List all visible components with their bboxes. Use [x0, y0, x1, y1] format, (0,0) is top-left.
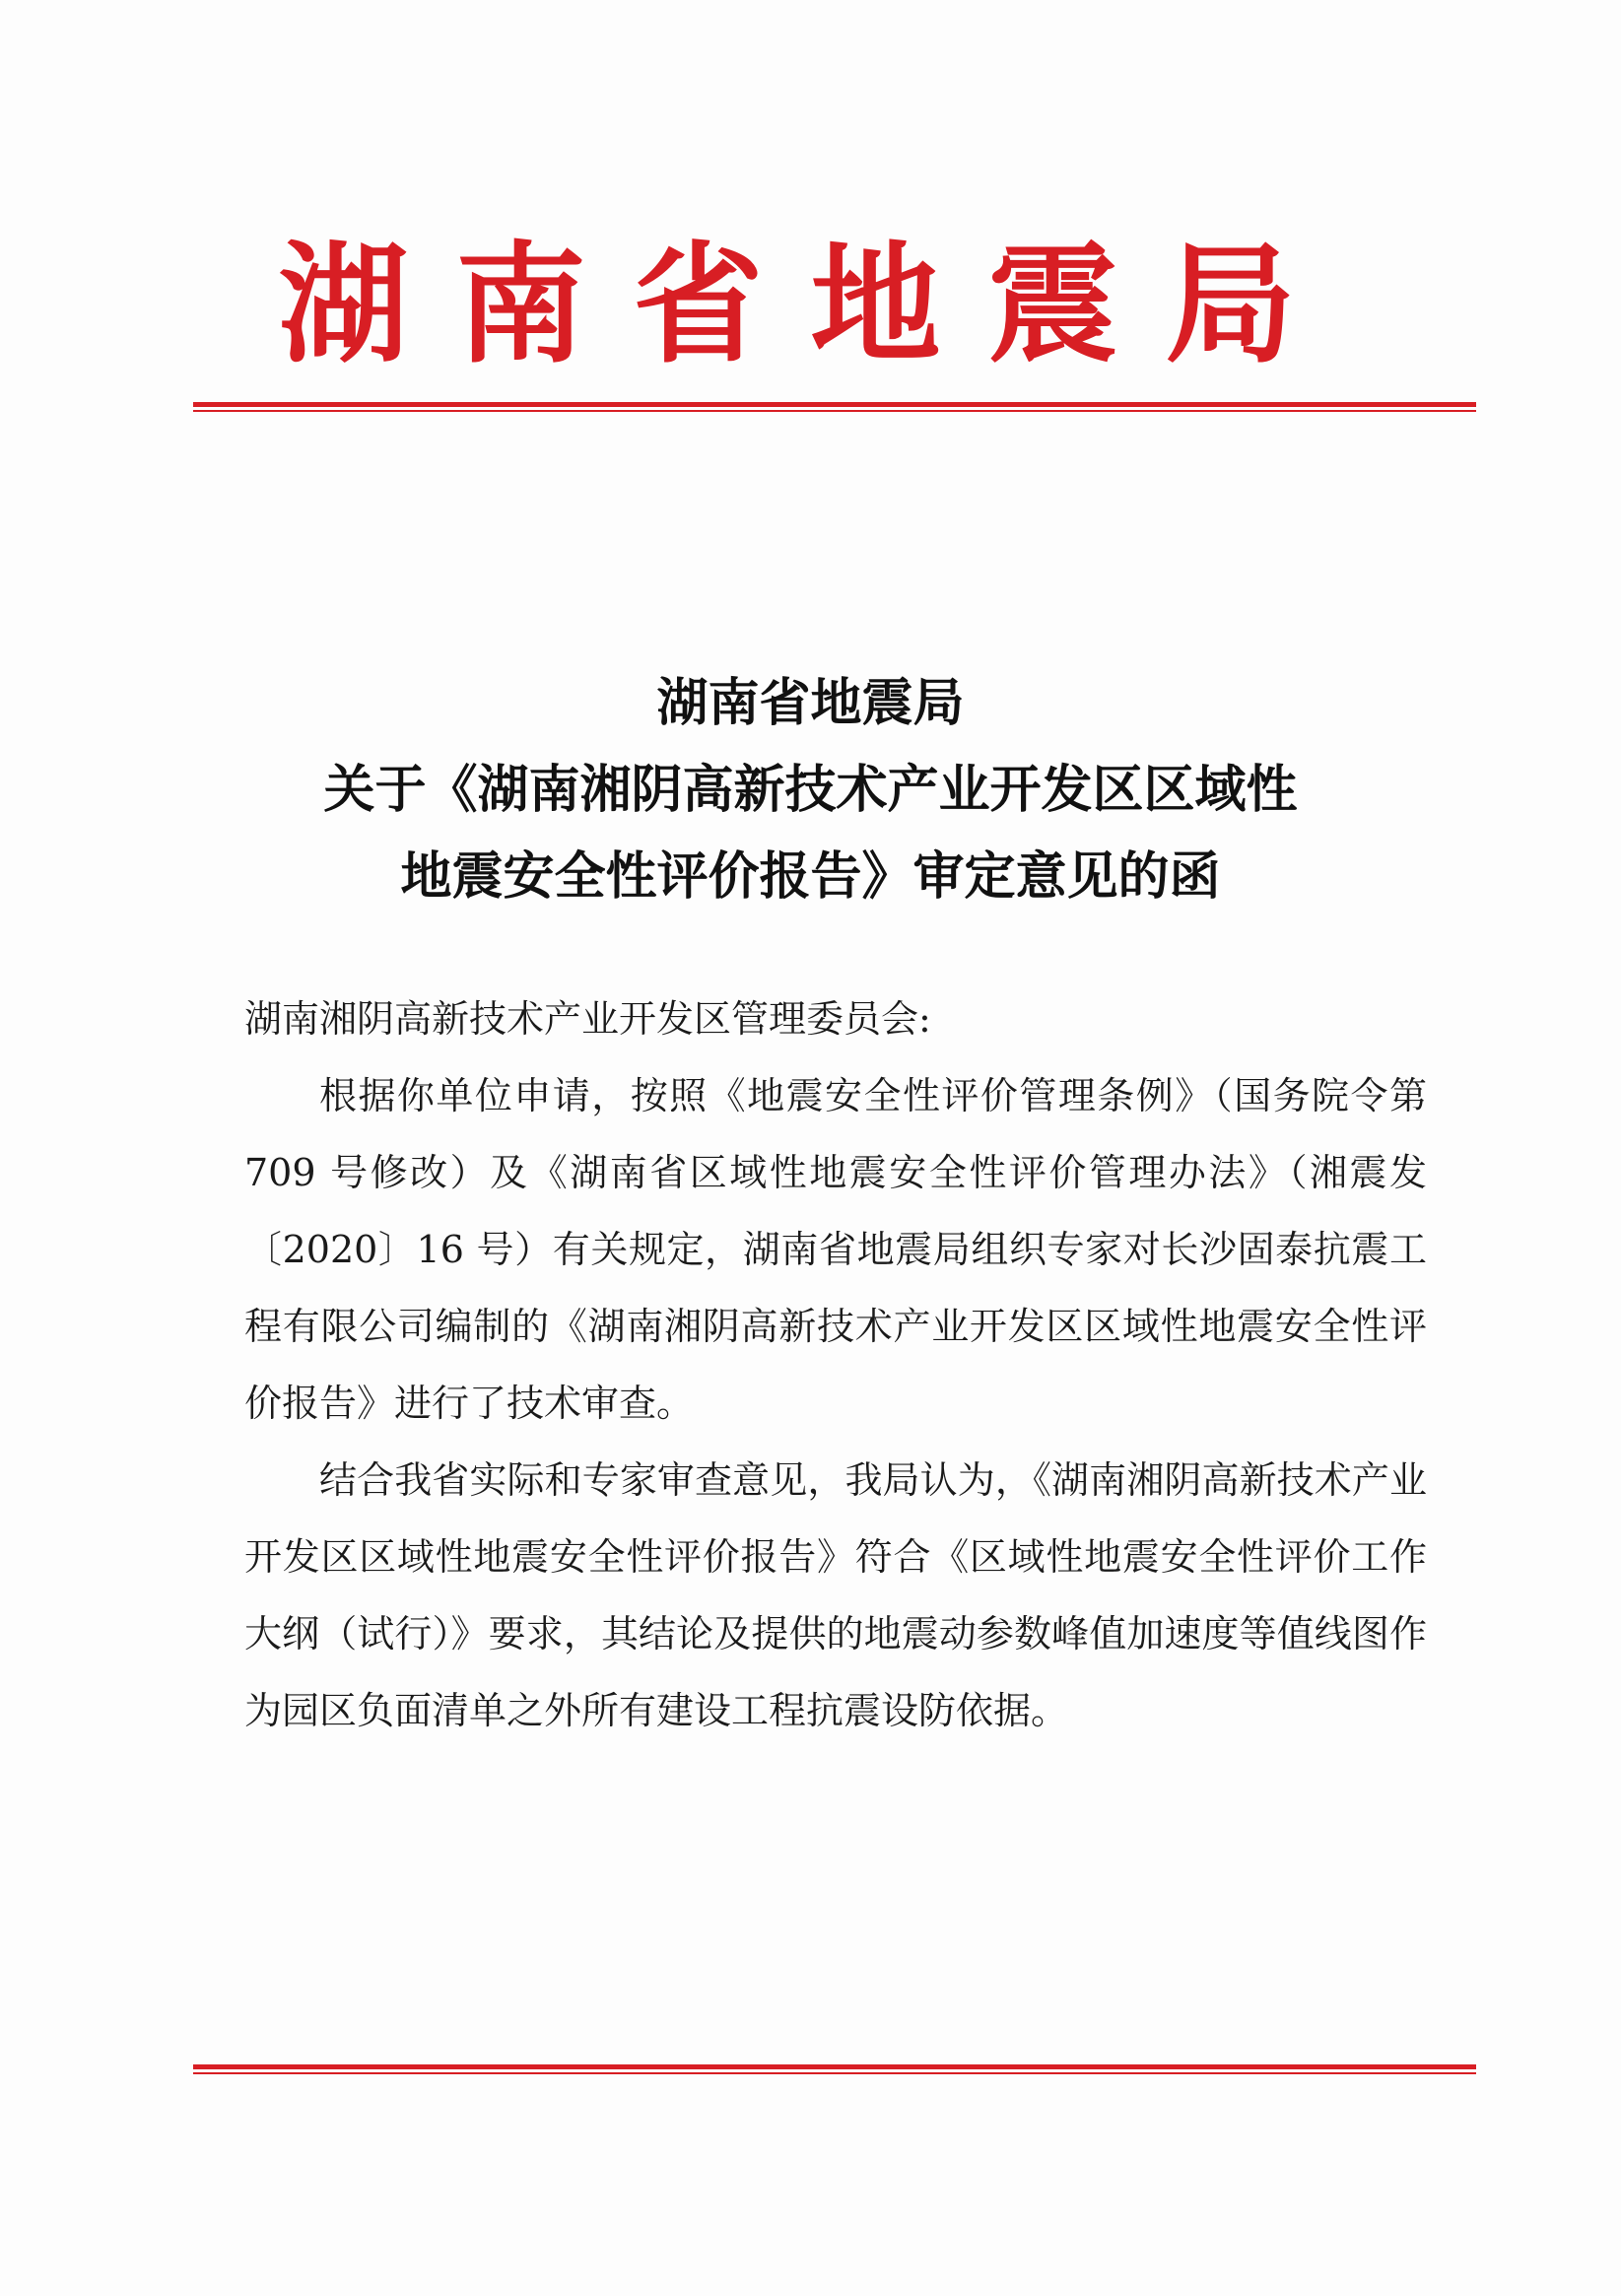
- letterhead-org-name: 湖南省地震局: [278, 230, 1343, 381]
- document-body: [244, 980, 1427, 1749]
- document-title: [177, 660, 1444, 920]
- title-line-1: 湖南省地震局: [656, 673, 965, 733]
- footer-red-rule: [193, 2064, 1476, 2074]
- rule-thin-line: [193, 2072, 1476, 2074]
- rule-thin-line: [193, 410, 1476, 412]
- addressee: 湖南湘阴高新技术产业开发区管理委员会:: [244, 997, 931, 1041]
- body-paragraph-2: 结合我省实际和专家审查意见，我局认为，《湖南湘阴高新技术产业开发区区域性地震安全性评价报告》符合《区域性地震安全性评价工作大纲（试行）》要求，其结论及提供的地震动参数峰值加速度等值线图作为园区负面清单之外所有建设工程抗震设防依据。: [244, 1458, 1427, 1732]
- body-paragraph-1: 根据你单位申请，按照《地震安全性评价管理条例》（国务院令第 709 号修改）及《湖南省区域性地震安全性评价管理办法》（湘震发〔2020〕16 号）有关规定，湖南省地震局组织专家对长沙固泰抗震工程有限公司编制的《湖南湘阴高新技术产业开发区区域性地震安全性评价报告》进行了技术审查。: [244, 1074, 1427, 1425]
- title-line-2: 关于《湖南湘阴高新技术产业开发区区域性: [323, 760, 1298, 820]
- letterhead-red-rule: [193, 402, 1476, 412]
- title-line-3: 地震安全性评价报告》审定意见的函: [400, 846, 1221, 907]
